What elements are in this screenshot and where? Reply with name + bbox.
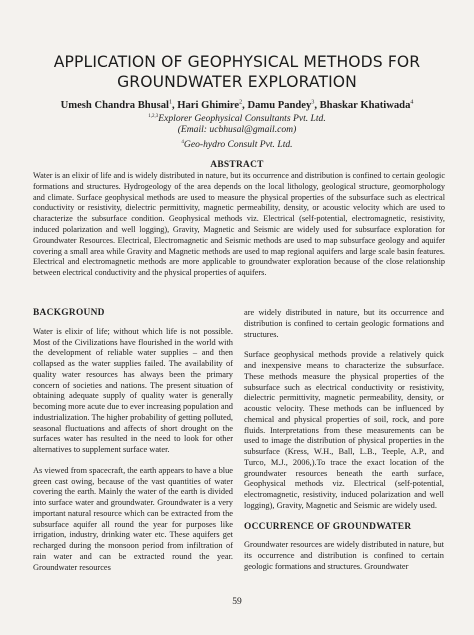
title-line-1: APPLICATION OF GEOPHYSICAL METHODS FOR xyxy=(53,53,421,71)
background-paragraph-2: As viewed from spacecraft, the earth appears to have a blue green cast owing, because of the vast quantities of water covering the earth. Mainly the water of the earth is divided into surface water and groundwater. Groundwater is a very important natural resource which can be extracted from the subsurface aquifer all round the year for purposes like irrigation, industry, drinking water etc. These aquifers get recharged during the monsoon period from infiltration of rain water and can be extracted round the year. Groundwater resources xyxy=(33,465,233,572)
background-paragraph-4: Surface geophysical methods provide a relatively quick and inexpensive means to characterize the subsurface. These methods measure the physical properties of the subsurface such as electrical conductivity or resistivity, dielectric permittivity, magnetic permeability, density, or acoustic velocity. These methods can be influenced by chemical and physical properties of soil, rock, and pore fluids. Interpretations from these measurements can be used to image the distribution of physical properties in the subsurface (Kress, W.H., Ball, L.B., Teeple, A.P., and Turco, M.J., 2006,).To trace the exact location of the groundwater resources beneath the earth surface, Geophysical methods viz. Electrical (self-potential, electromagnetic, resistivity, induced polarization and well logging), Gravity, Magnetic and Seismic are widely used. xyxy=(244,350,444,510)
author: Bhaskar Khatiwada$^4$ xyxy=(319,99,414,111)
abstract-text: Water is an elixir of life and is widely distributed in nature, but its occurrence and distribution is confined to certain geologic formations and structures. Hydrogeology of the area depends on the local lithology, geological structure, geomorphology and climate. Surface geophysical methods are used to measure the physical properties of the subsurface such as electrical conductivity or resistivity, dielectric permittivity, magnetic permeability, density, or acoustic velocity which are used to characterize the subsurface condition. Geophysical methods viz. Electrical (self-potential, electromagnetic, resistivity, induced polarization and well logging), Gravity, Magnetic and Seismic are widely used for subsurface exploration for Groundwater Resources. Electrical, Electromagnetic and Seismic methods are used to map subsurface geology and aquifer covering a small area while Gravity and Magnetic methods are used to map regional aquifers and large scale basin features. Electrical and electromagnetic methods are more applicable to groundwater exploration because of the close relationship between electrical conductivity and the physical properties of aquifers. xyxy=(33,171,445,278)
author: Damu Pandey$^3$, xyxy=(247,99,320,111)
title-line-2: GROUNDWATER EXPLORATION xyxy=(117,73,357,91)
author: Hari Ghimire$^2$, xyxy=(177,99,248,111)
background-paragraph-1: Water is elixir of life; without which life is not possible. Most of the Civilizations have flourished in the world with the development of reliable water supplies – and then collapsed as the water supplies failed. The availability of quality water resources has always been the primary concern of societies and nations. The present situation of obtaining adequate supply of quality water is generally becoming more acute due to ever increasing population and industrialization. The higher probability of getting polluted, seasonal fluctuations and affects of short drought on the surfaces water has resulted in the need to look for other alternatives to supplement surface water. xyxy=(33,326,233,454)
background-heading: BACKGROUND xyxy=(33,308,105,318)
author-email: (Email: ucbhusal@gmail.com) xyxy=(177,124,297,135)
right-column xyxy=(244,308,444,583)
occurrence-heading: OCCURRENCE OF GROUNDWATER xyxy=(244,521,412,532)
author: Umesh Chandra Bhusal$^1$, xyxy=(60,99,178,111)
affiliation-1: $^{1,2,3}$Explorer Geophysical Consultants Pvt. Ltd. xyxy=(148,113,326,125)
page-number: 59 xyxy=(232,597,242,607)
occurrence-paragraph-1: Groundwater resources are widely distributed in nature, but its occurrence and distribution is confined to certain geologic formations and structures. Groundwater xyxy=(244,540,444,571)
abstract-heading: ABSTRACT xyxy=(210,160,264,170)
paper-title xyxy=(40,52,434,92)
background-paragraph-3: are widely distributed in nature, but its occurrence and distribution is confined to certain geologic formations and structures. xyxy=(244,308,444,339)
author-list xyxy=(30,96,444,112)
left-column xyxy=(33,308,233,583)
affiliation-2: $^4$Geo-hydro Consult Pvt. Ltd. xyxy=(181,139,293,151)
